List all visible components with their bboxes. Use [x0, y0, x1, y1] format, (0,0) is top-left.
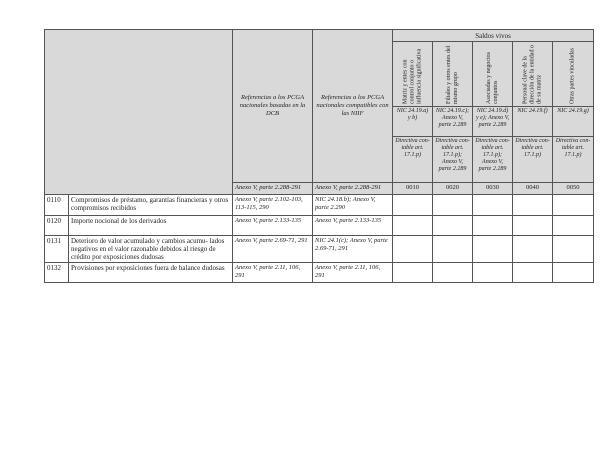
table-row	[45, 236, 594, 263]
col-niif-0030: NIC 24.19.d) y e); Anexo V, parte 2.289	[473, 107, 513, 137]
row-label: Deterioro de valor acumulado y cambios acumu- lados negativos en el valor razonable debidos al riesgo de crédito por exposiciones dudosas	[69, 236, 233, 263]
value-cell[interactable]	[433, 216, 473, 236]
header-ref-dcb: Referencias a los PCGA nacionales basadas en la DCB	[233, 30, 313, 183]
col-title-0020: Filiales y otros entes del mismo grupo	[433, 42, 473, 107]
row-label: Compromisos de préstamo, garantías financieras y otros compromisos recibidos	[69, 195, 233, 216]
col-niif-0010: NIC 24.19.a) y b)	[393, 107, 433, 137]
value-cell[interactable]	[553, 195, 594, 216]
table-row	[45, 216, 594, 236]
value-cell[interactable]	[513, 236, 553, 263]
value-cell[interactable]	[513, 263, 553, 283]
col-code-0040: 0040	[513, 183, 553, 195]
value-cell[interactable]	[433, 263, 473, 283]
col-dcb-0040: Directiva con- table art. 17.1.p)	[513, 137, 553, 183]
col-dcb-0030: Directiva con- table art. 17.1.p); Anexo V, parte 2.289	[473, 137, 513, 183]
col-dcb-0020: Directiva con- table art. 17.1.p); Anexo V, parte 2.289	[433, 137, 473, 183]
col-code-0010: 0010	[393, 183, 433, 195]
col-niif-0040: NIC 24.19.f)	[513, 107, 553, 137]
row-ref-dcb: Anexo V, parte 2.11, 106, 291	[233, 263, 313, 283]
value-cell[interactable]	[433, 236, 473, 263]
value-cell[interactable]	[473, 236, 513, 263]
value-cell[interactable]	[393, 216, 433, 236]
anexo-ref-niif: Anexo V, parte 2.288-291	[313, 183, 393, 195]
col-title-0010: Matriz y entes con control conjunto o influencia significativa	[393, 42, 433, 107]
table-row	[45, 263, 594, 283]
value-cell[interactable]	[433, 195, 473, 216]
row-number: 0132	[45, 263, 69, 283]
col-code-0050: 0050	[553, 183, 594, 195]
header-ref-niif: Referencias a los PCGA nacionales compatibles con las NIIF	[313, 30, 393, 183]
col-code-0020: 0020	[433, 183, 473, 195]
row-ref-dcb: Anexo V, parte 2.133-135	[233, 216, 313, 236]
row-ref-niif: Anexo V, parte 2.11, 106, 291	[313, 263, 393, 283]
col-dcb-0010: Directiva con- table art. 17.1.p)	[393, 137, 433, 183]
row-label: Importe nocional de los derivados	[69, 216, 233, 236]
value-cell[interactable]	[393, 195, 433, 216]
table-row	[45, 195, 594, 216]
value-cell[interactable]	[553, 216, 594, 236]
row-ref-niif: NIC 24.1(c); Anexo V, parte 2.69-71, 291	[313, 236, 393, 263]
corner-cell	[45, 30, 233, 195]
value-cell[interactable]	[473, 216, 513, 236]
col-dcb-0050: Directiva con- table art. 17.1.p)	[553, 137, 594, 183]
value-cell[interactable]	[553, 236, 594, 263]
related-parties-table	[44, 29, 594, 283]
row-ref-niif: NIC 24.18.b); Anexo V, parte 2.290	[313, 195, 393, 216]
col-title-0050: Otras partes vinculadas	[553, 42, 594, 107]
col-title-0030: Asociadas y negocios conjuntos	[473, 42, 513, 107]
row-ref-dcb: Anexo V, parte 2.102-103, 113-115, 290	[233, 195, 313, 216]
anexo-ref-dcb: Anexo V, parte 2.288-291	[233, 183, 313, 195]
col-niif-0050: NIC 24.19.g)	[553, 107, 594, 137]
row-label: Provisiones por exposiciones fuera de balance dudosas	[69, 263, 233, 283]
row-ref-niif: Anexo V, parte 2.133-135	[313, 216, 393, 236]
col-title-0040: Personal clave de la dirección de la entidad o de su matriz	[513, 42, 553, 107]
value-cell[interactable]	[393, 236, 433, 263]
row-number: 0110	[45, 195, 69, 216]
value-cell[interactable]	[473, 263, 513, 283]
row-ref-dcb: Anexo V, parte 2.69-71, 291	[233, 236, 313, 263]
value-cell[interactable]	[513, 216, 553, 236]
value-cell[interactable]	[393, 263, 433, 283]
header-saldos-vivos: Saldos vivos	[393, 30, 594, 42]
col-niif-0020: NIC 24.19.c); Anexo V, parte 2.289	[433, 107, 473, 137]
col-code-0030: 0030	[473, 183, 513, 195]
value-cell[interactable]	[513, 195, 553, 216]
value-cell[interactable]	[473, 195, 513, 216]
row-number: 0131	[45, 236, 69, 263]
value-cell[interactable]	[553, 263, 594, 283]
row-number: 0120	[45, 216, 69, 236]
